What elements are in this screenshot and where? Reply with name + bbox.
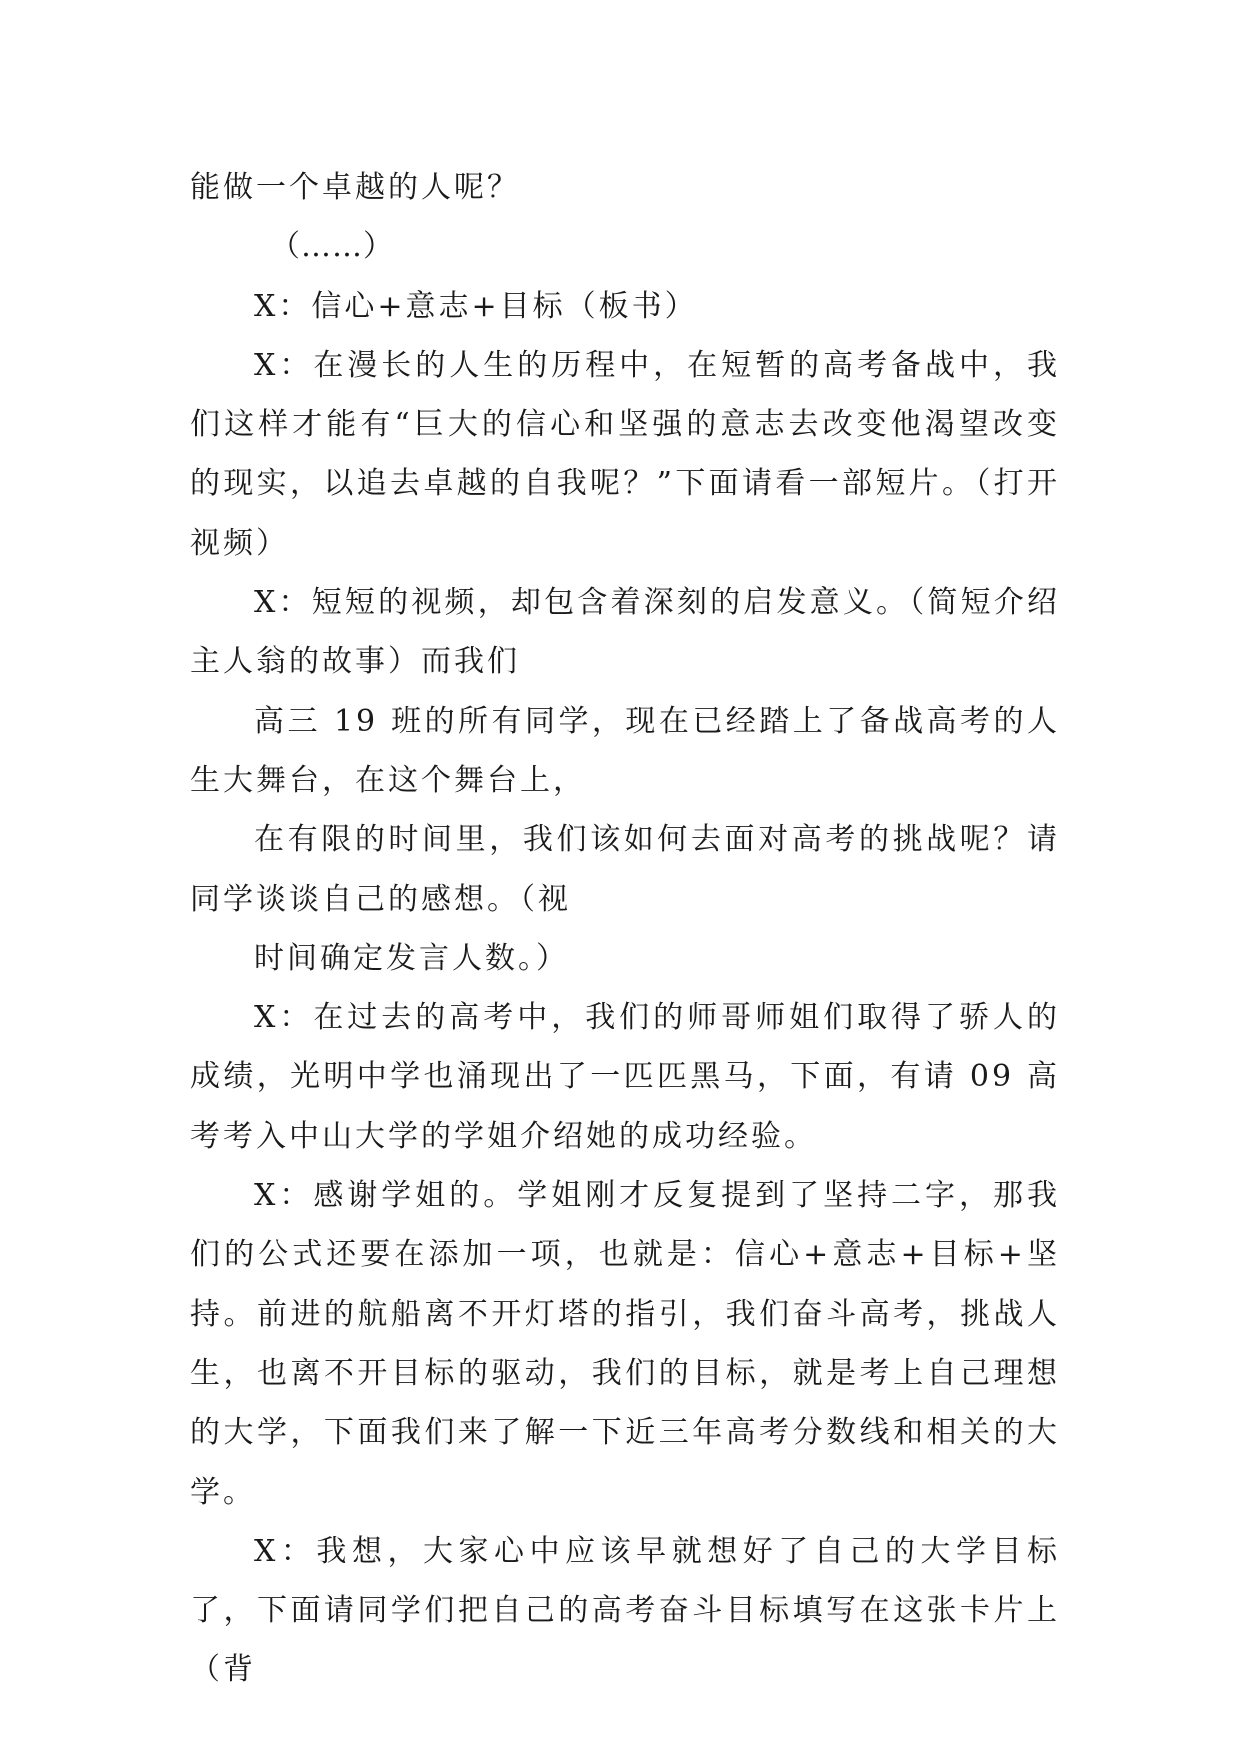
paragraph-ellipsis: （……）: [270, 229, 394, 265]
paragraph-formula: X：信心+意志+目标（板书）: [254, 288, 698, 324]
paragraph-goal-card: X：我想，大家心中应该早就想好了自己的大学目标了，下面请同学们把自己的高考奋斗目标填写在这张卡片上（背: [190, 1533, 1060, 1688]
document-body: [190, 158, 1060, 1700]
paragraph-video-comment: X：短短的视频，却包含着深刻的启发意义。（简短介绍主人翁的故事）而我们: [190, 585, 1060, 680]
paragraph-class-stage: 高三 19 班的所有同学，现在已经踏上了备战高考的人生大舞台，在这个舞台上，: [190, 703, 1060, 798]
paragraph-persistence: X：感谢学姐的。学姐刚才反复提到了坚持二字，那我们的公式还要在添加一项，也就是：信心+意志+目标+坚持。前进的航船离不开灯塔的指引，我们奋斗高考，挑战人生，也离不开目标的驱动，我们的目标，就是考上自己理想的大学，下面我们来了解一下近三年高考分数线和相关的大学。: [190, 1178, 1060, 1510]
paragraph-speaker-count: 时间确定发言人数。）: [254, 940, 569, 976]
paragraph-video-intro: X：在漫长的人生的历程中，在短暂的高考备战中，我们这样才能有“巨大的信心和坚强的意志去改变他渴望改变的现实，以追去卓越的自我呢？”下面请看一部短片。（打开视频）: [190, 347, 1060, 561]
paragraph-continuation: 能做一个卓越的人呢？: [190, 170, 520, 205]
paragraph-senior-success: X：在过去的高考中，我们的师哥师姐们取得了骄人的成绩，光明中学也涌现出了一匹匹黑马，下面，有请 09 高考考入中山大学的学姐介绍她的成功经验。: [190, 1000, 1060, 1154]
paragraph-challenge-question: 在有限的时间里，我们该如何去面对高考的挑战呢？请同学谈谈自己的感想。（视: [190, 822, 1060, 917]
